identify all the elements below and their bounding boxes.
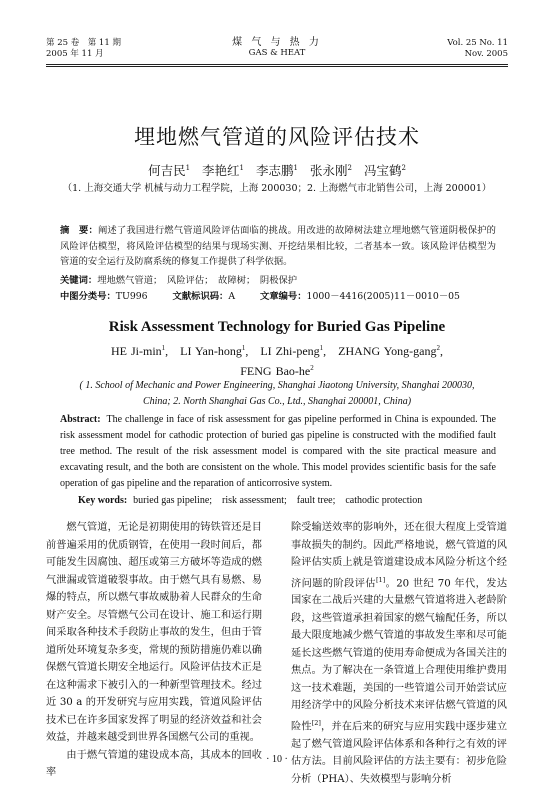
author-en: LI Yan-hong$^1$, bbox=[180, 344, 249, 358]
page-number: · 10 · bbox=[266, 754, 288, 765]
authors-cn bbox=[0, 161, 554, 179]
classification-line bbox=[60, 289, 500, 304]
clc-label: 中图分类号： bbox=[60, 291, 116, 302]
author-en: LI Zhi-peng$^1$, bbox=[260, 344, 327, 358]
citation-ref: [1] bbox=[375, 575, 386, 584]
body-column-left bbox=[46, 519, 262, 782]
abstract-label-en: Abstract: bbox=[60, 414, 101, 425]
abstract-en bbox=[60, 412, 496, 492]
author-cn: 李艳红$^1$ bbox=[202, 163, 245, 178]
date-cn: 2005 年 11 月 bbox=[46, 49, 104, 59]
journal-name-cn: 煤 气 与 热 力 bbox=[232, 37, 322, 48]
abstract-cn bbox=[60, 223, 496, 270]
keywords-en bbox=[78, 491, 498, 506]
abstract-text-cn: 阐述了我国进行燃气管道风险评估面临的挑战。用改进的故障树法建立埋地燃气管道阴极保护的风险评估模型，将风险评估模型的结果与现场实测、开挖结果相比较，二者基本一致。该风险评估模型为管道的安全运行及防腐系统的修复工作提供了科学依据。 bbox=[60, 225, 496, 267]
article-id-value: 1000－4416(2005)11－0010－05 bbox=[306, 291, 460, 302]
date-en: Nov. 2005 bbox=[464, 49, 508, 59]
header-rule bbox=[46, 64, 508, 65]
author-cn: 何吉民$^1$ bbox=[148, 163, 191, 178]
abstract-text-en: The challenge in face of risk assessment for gas pipeline performed in China is expounded. The risk assessment model for cathodic protection of buried gas pipeline is constructed with the modified fault tree method. The result of the risk assessment model is compared with the site practical measure and excavating result, and the both are consistent on the whole. This model provides scientific basis for the safe operation of gas pipeline and the reparation of anticorrosive system. bbox=[60, 414, 496, 489]
paper-title-cn: 埋地燃气管道的风险评估技术 bbox=[134, 125, 420, 149]
author-en: HE $Ji-\min^1$, bbox=[111, 344, 169, 358]
affiliation-en-text: ( 1. School of Mechanic and Power Engineering, Shanghai Jiaotong University, Shanghai 200030, China; 2. North Shanghai Gas Co., Ltd., Shanghai 200001, China) bbox=[79, 380, 475, 407]
keywords-label-cn: 关键词： bbox=[60, 275, 98, 286]
volume-issue-en: Vol. 25 No. 11 bbox=[447, 38, 508, 48]
author-cn: 李志鹏$^1$ bbox=[256, 163, 298, 178]
clc-value: TU996 bbox=[115, 291, 148, 302]
author-cn: 冯宝鹤$^2$ bbox=[363, 163, 406, 178]
abstract-label-cn: 摘 要： bbox=[60, 225, 98, 236]
keywords-text-en: buried gas pipeline; risk assessment; fault tree; cathodic protection bbox=[133, 495, 423, 506]
author-en: FENG Bao-$he^2$ bbox=[240, 364, 314, 378]
running-header-right bbox=[447, 38, 508, 60]
keywords-cn bbox=[60, 273, 496, 288]
body-paragraph: 燃气管道，无论是初期使用的铸铁管还是目前普遍采用的优质钢管，在使用一段时间后，都可能发生因腐蚀、超压或第三方破坏等造成的燃气泄漏或管道破裂事故。由于燃气具有易燃、易爆的特点，所以燃气事故威胁着人民群众的生命财产安全。尽管燃气公司在设计、施工和运行期间采取各种技术手段防止事故的发生，但由于管道所处环境复杂多变，常规的预防措施仍难以确保燃气管道长期安全地运行。风险评估技术正是在这种需求下被引入的一种新型管理技术。经过近 30 a 的开发研究与应用实践，管道风险评估技术已在许多国家发挥了明显的经济效益和社会效益，并越来越受到世界各国燃气公司的重视。 bbox=[46, 522, 262, 743]
volume-issue-cn: 第 25 卷 第 11 期 bbox=[46, 38, 121, 48]
author-en: ZHANG Yong-gang$^2$, bbox=[338, 344, 443, 358]
body-paragraph: 除受输送效率的影响外，还在很大程度上受管道事故损失的制约。因此严格地说，燃气管道的风险评估实质上就是管道建设成本风险分析这个经济问题的阶段评估[1]。20 世纪 70 年代，发达国家在二战后兴建的大量燃气管道将进入老龄阶段，这些管道承担着国家的燃气输配任务，所以最大限度地减少燃气管道的事故发生率和尽可能延长这些燃气管道的使用寿命便成为各国关注的焦点。为了解决在一条管道上合理使用维护费用这一技术难题，美国的一些管道公司开始尝试应用经济学中的风险分析技术来评估燃气管道的风险性[2]，并在后来的研究与应用实践中逐步建立起了燃气管道风险评估体系和各种行之有效的评估方法。目前风险评估的方法主要有：初步危险分析（PHA）、失效模型与影响分析 bbox=[291, 522, 508, 785]
header-rule-thin bbox=[46, 66, 508, 67]
authors-en bbox=[0, 340, 554, 380]
paper-title-en: Risk Assessment Technology for Buried Gas Pipeline bbox=[108, 319, 446, 335]
keywords-label-en: Key words: bbox=[78, 495, 128, 506]
journal-name-en: GAS & HEAT bbox=[248, 48, 306, 58]
doc-code-label: 文献标识码： bbox=[172, 291, 229, 302]
body-column-right bbox=[291, 519, 507, 788]
article-id-label: 文章编号： bbox=[260, 291, 307, 302]
body-paragraph: 由于燃气管道的建设成本高，其成本的回收率 bbox=[46, 749, 262, 778]
citation-ref: [2] bbox=[311, 718, 321, 727]
keywords-text-cn: 埋地燃气管道； 风险评估； 故障树； 阴极保护 bbox=[97, 275, 298, 286]
affiliation-en bbox=[70, 378, 484, 410]
affiliation-cn: （1. 上海交通大学 机械与动力工程学院，上海 200030；2. 上海燃气市北销售公司，上海 200001） bbox=[62, 183, 492, 194]
doc-code-value: A bbox=[228, 291, 236, 302]
author-cn: 张永刚$^2$ bbox=[309, 163, 352, 178]
